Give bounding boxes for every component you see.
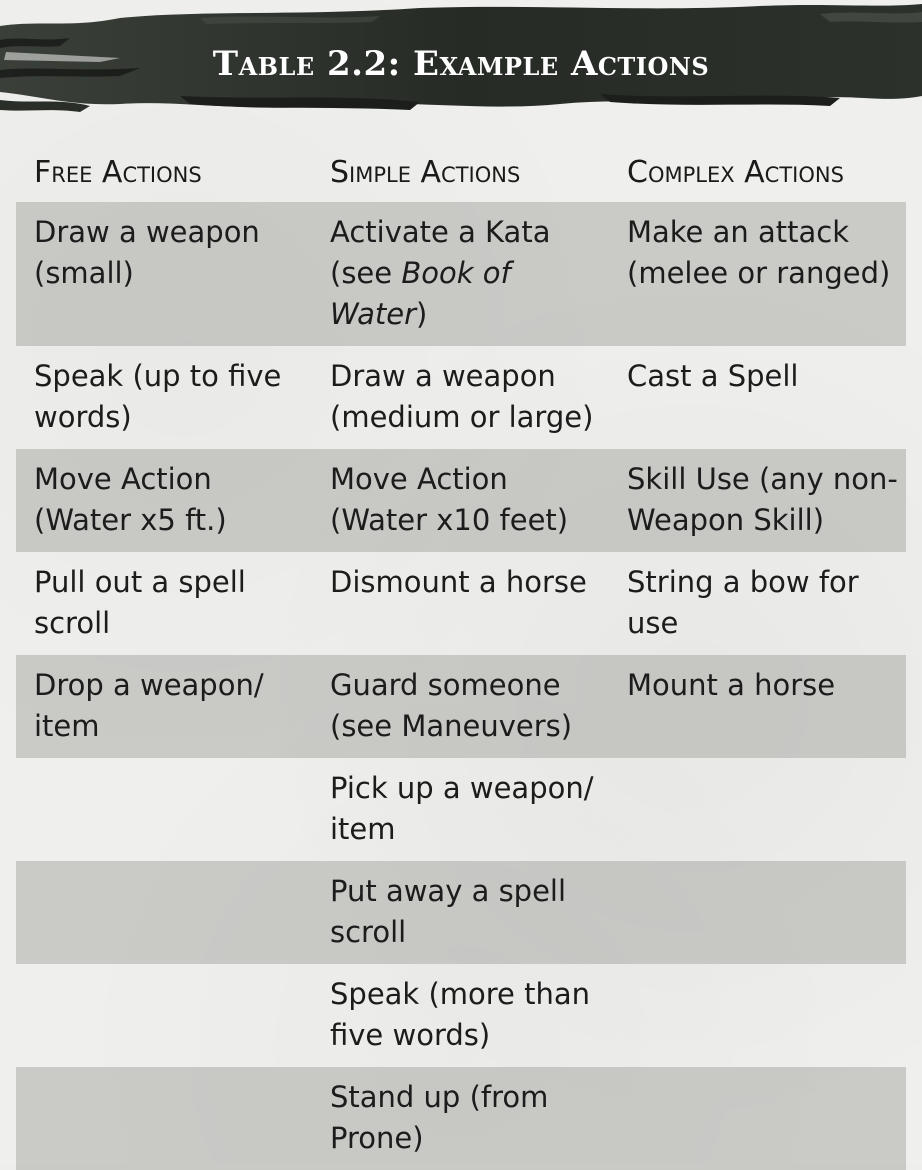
book-reference: Book of Water [330, 256, 511, 331]
complex-action-cell [609, 964, 906, 1067]
simple-action-cell: Pick up a weapon/ item [330, 771, 594, 846]
complex-action-cell: Mount a horse [609, 655, 906, 758]
table-row [16, 655, 906, 758]
table-row [16, 202, 906, 346]
free-action-cell [16, 758, 312, 861]
simple-action-cell: Draw a weapon (medium or large) [330, 359, 594, 434]
simple-action-cell [312, 202, 609, 346]
actions-table [16, 142, 906, 1170]
simple-action-cell: Stand up (from Prone) [312, 1067, 609, 1170]
simple-action-text-end: ) [416, 297, 428, 331]
simple-action-text: Activate a Kata (see [330, 215, 551, 290]
simple-action-cell: Put away a spell scroll [312, 861, 609, 964]
free-action-cell [16, 861, 312, 964]
complex-action-cell [609, 1067, 906, 1170]
table-row [16, 861, 906, 964]
simple-action-cell: Speak (more than five words) [330, 977, 590, 1052]
table-title: Table 2.2: Example Actions [212, 44, 710, 84]
free-action-cell: Drop a weapon/ item [16, 655, 312, 758]
free-action-cell: Move Action (Water x5 ft.) [16, 449, 312, 552]
complex-action-cell: Skill Use (any non-Weapon Skill) [609, 449, 906, 552]
complex-action-cell: String a bow for use [627, 565, 859, 640]
title-banner [0, 0, 922, 125]
free-action-cell: Pull out a spell scroll [34, 565, 246, 640]
complex-action-cell: Cast a Spell [627, 359, 799, 393]
free-action-cell [16, 1067, 312, 1170]
simple-action-cell: Dismount a horse [330, 565, 587, 599]
table-row [16, 449, 906, 552]
simple-action-cell: Guard someone (see Maneuvers) [312, 655, 609, 758]
table-row [16, 1067, 906, 1170]
table-row [16, 552, 906, 655]
header-simple-actions: Simple Actions [330, 154, 521, 190]
complex-action-cell: Make an attack (melee or ranged) [609, 202, 906, 346]
simple-action-cell: Move Action (Water x10 feet) [312, 449, 609, 552]
free-action-cell [16, 964, 312, 1067]
table-row [16, 964, 906, 1067]
complex-action-cell [609, 861, 906, 964]
table-row [16, 758, 906, 861]
free-action-cell: Speak (up to five words) [34, 359, 282, 434]
header-free-actions: Free Actions [34, 154, 202, 190]
header-complex-actions: Complex Actions [627, 154, 844, 190]
table-header-row [16, 142, 906, 202]
complex-action-cell [609, 758, 906, 861]
free-action-cell: Draw a weapon (small) [16, 202, 312, 346]
table-row [16, 346, 906, 449]
